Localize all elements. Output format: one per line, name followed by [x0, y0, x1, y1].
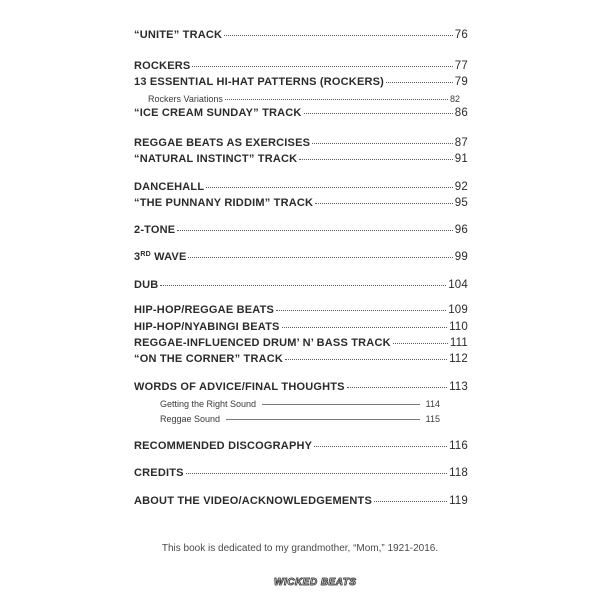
toc-entry-words-of-advice [134, 381, 468, 393]
dot-leader [315, 203, 453, 204]
toc-subentry-getting-right-sound [160, 399, 440, 409]
dot-leader [386, 82, 453, 83]
toc-entry-ice-cream-sunday-track [134, 107, 468, 119]
toc-entry-title [134, 251, 186, 263]
toc-entry-page: 118 [449, 467, 468, 479]
dedication-text: This book is dedicated to my grandmother, “Mom,” 1921-2016. [161, 543, 439, 554]
title-rest: WAVE [150, 251, 187, 263]
dot-leader [282, 327, 447, 328]
toc-entry-title: HIP-HOP/REGGAE BEATS [134, 304, 275, 316]
toc-subentry-reggae-sound [160, 414, 440, 424]
dot-leader [299, 159, 453, 160]
toc-entry-3rd-wave [134, 251, 468, 263]
toc-entry-dub [134, 279, 468, 291]
toc-entry-title: “ON THE CORNER” TRACK [134, 353, 284, 365]
dot-leader [160, 285, 446, 286]
toc-entry-page: 115 [425, 414, 440, 424]
dot-leader [347, 387, 447, 388]
toc-entry-page: 76 [454, 29, 468, 41]
toc-entry-about-video [134, 495, 468, 507]
toc-entry-page: 110 [449, 321, 468, 333]
toc-entry-title: ABOUT THE VIDEO/ACKNOWLEDGEMENTS [134, 495, 373, 507]
toc-entry-dancehall [134, 181, 468, 193]
toc-subentry-rockers-variations [148, 94, 460, 104]
toc-entry-page: 113 [449, 381, 468, 393]
toc-entry-page: 116 [449, 440, 468, 452]
toc-entry-title: HIP-HOP/NYABINGI BEATS [134, 321, 280, 333]
dot-leader [374, 501, 447, 502]
toc-entry-page: 104 [448, 279, 468, 291]
toc-entry-drum-n-bass-track [134, 337, 468, 349]
rule-leader [262, 404, 420, 405]
dot-leader [285, 359, 447, 360]
toc-entry-page: 109 [448, 304, 468, 316]
toc-entry-page: 95 [454, 197, 468, 209]
toc-entry-title: 2-TONE [134, 224, 176, 236]
toc-entry-credits [134, 467, 468, 479]
toc-entry-hihat-patterns [134, 76, 468, 88]
toc-entry-natural-instinct-track [134, 153, 468, 165]
toc-entry-hiphop-nyabingi-beats [134, 321, 468, 333]
toc-entry-page: 86 [454, 107, 468, 119]
toc-entry-page: 91 [454, 153, 468, 165]
toc-entry-unite-track [134, 29, 468, 41]
dot-leader [276, 310, 446, 311]
dot-leader [312, 143, 453, 144]
toc-entry-title: “THE PUNNANY RIDDIM” TRACK [134, 197, 314, 209]
dot-leader [206, 187, 453, 188]
toc-entry-page: 111 [449, 337, 468, 349]
toc-entry-title: REGGAE-INFLUENCED DRUM’ N’ BASS TRACK [134, 337, 391, 349]
title-number: 3 [134, 251, 141, 263]
title-ordinal-suffix: RD [140, 251, 151, 258]
toc-entry-2-tone [134, 224, 468, 236]
toc-entry-page: 119 [449, 495, 468, 507]
toc-entry-page: 82 [449, 94, 460, 104]
dot-leader [188, 257, 452, 258]
toc-entry-title: “ICE CREAM SUNDAY” TRACK [134, 107, 302, 119]
toc-entry-title: WORDS OF ADVICE/FINAL THOUGHTS [134, 381, 345, 393]
wicked-beats-logo: WICKED BEATS [274, 577, 357, 588]
toc-entry-page: 114 [425, 399, 440, 409]
toc-entry-title: Rockers Variations [148, 94, 223, 104]
toc-entry-title: DANCEHALL [134, 181, 205, 193]
toc-entry-rockers [134, 60, 468, 72]
dot-leader [224, 35, 453, 36]
toc-entry-recommended-discography [134, 440, 468, 452]
toc-entry-title: Getting the Right Sound [160, 399, 257, 409]
toc-entry-page: 92 [454, 181, 468, 193]
toc-entry-title: CREDITS [134, 467, 184, 479]
toc-entry-title: REGGAE BEATS AS EXERCISES [134, 137, 311, 149]
dot-leader [393, 343, 448, 344]
toc-entry-reggae-beats-exercises [134, 137, 468, 149]
toc-entry-page: 99 [454, 251, 468, 263]
toc-entry-page: 79 [454, 76, 468, 88]
toc-entry-page: 87 [454, 137, 468, 149]
toc-entry-on-the-corner-track [134, 353, 468, 365]
toc-entry-page: 77 [454, 60, 468, 72]
toc-entry-page: 112 [449, 353, 468, 365]
toc-entry-title: Reggae Sound [160, 414, 221, 424]
toc-entry-title: 13 ESSENTIAL HI-HAT PATTERNS (ROCKERS) [134, 76, 385, 88]
dot-leader [225, 99, 448, 100]
dot-leader [314, 446, 447, 447]
dot-leader [186, 473, 447, 474]
toc-entry-title: ROCKERS [134, 60, 191, 72]
dot-leader [192, 66, 452, 67]
toc-entry-punnany-riddim-track [134, 197, 468, 209]
rule-leader [226, 419, 420, 420]
dot-leader [177, 230, 452, 231]
toc-entry-title: “NATURAL INSTINCT” TRACK [134, 153, 298, 165]
toc-entry-title: “UNITE” TRACK [134, 29, 223, 41]
toc-entry-hiphop-reggae-beats [134, 304, 468, 316]
toc-entry-page: 96 [454, 224, 468, 236]
dot-leader [304, 113, 453, 114]
toc-entry-title: DUB [134, 279, 159, 291]
toc-entry-title: RECOMMENDED DISCOGRAPHY [134, 440, 313, 452]
